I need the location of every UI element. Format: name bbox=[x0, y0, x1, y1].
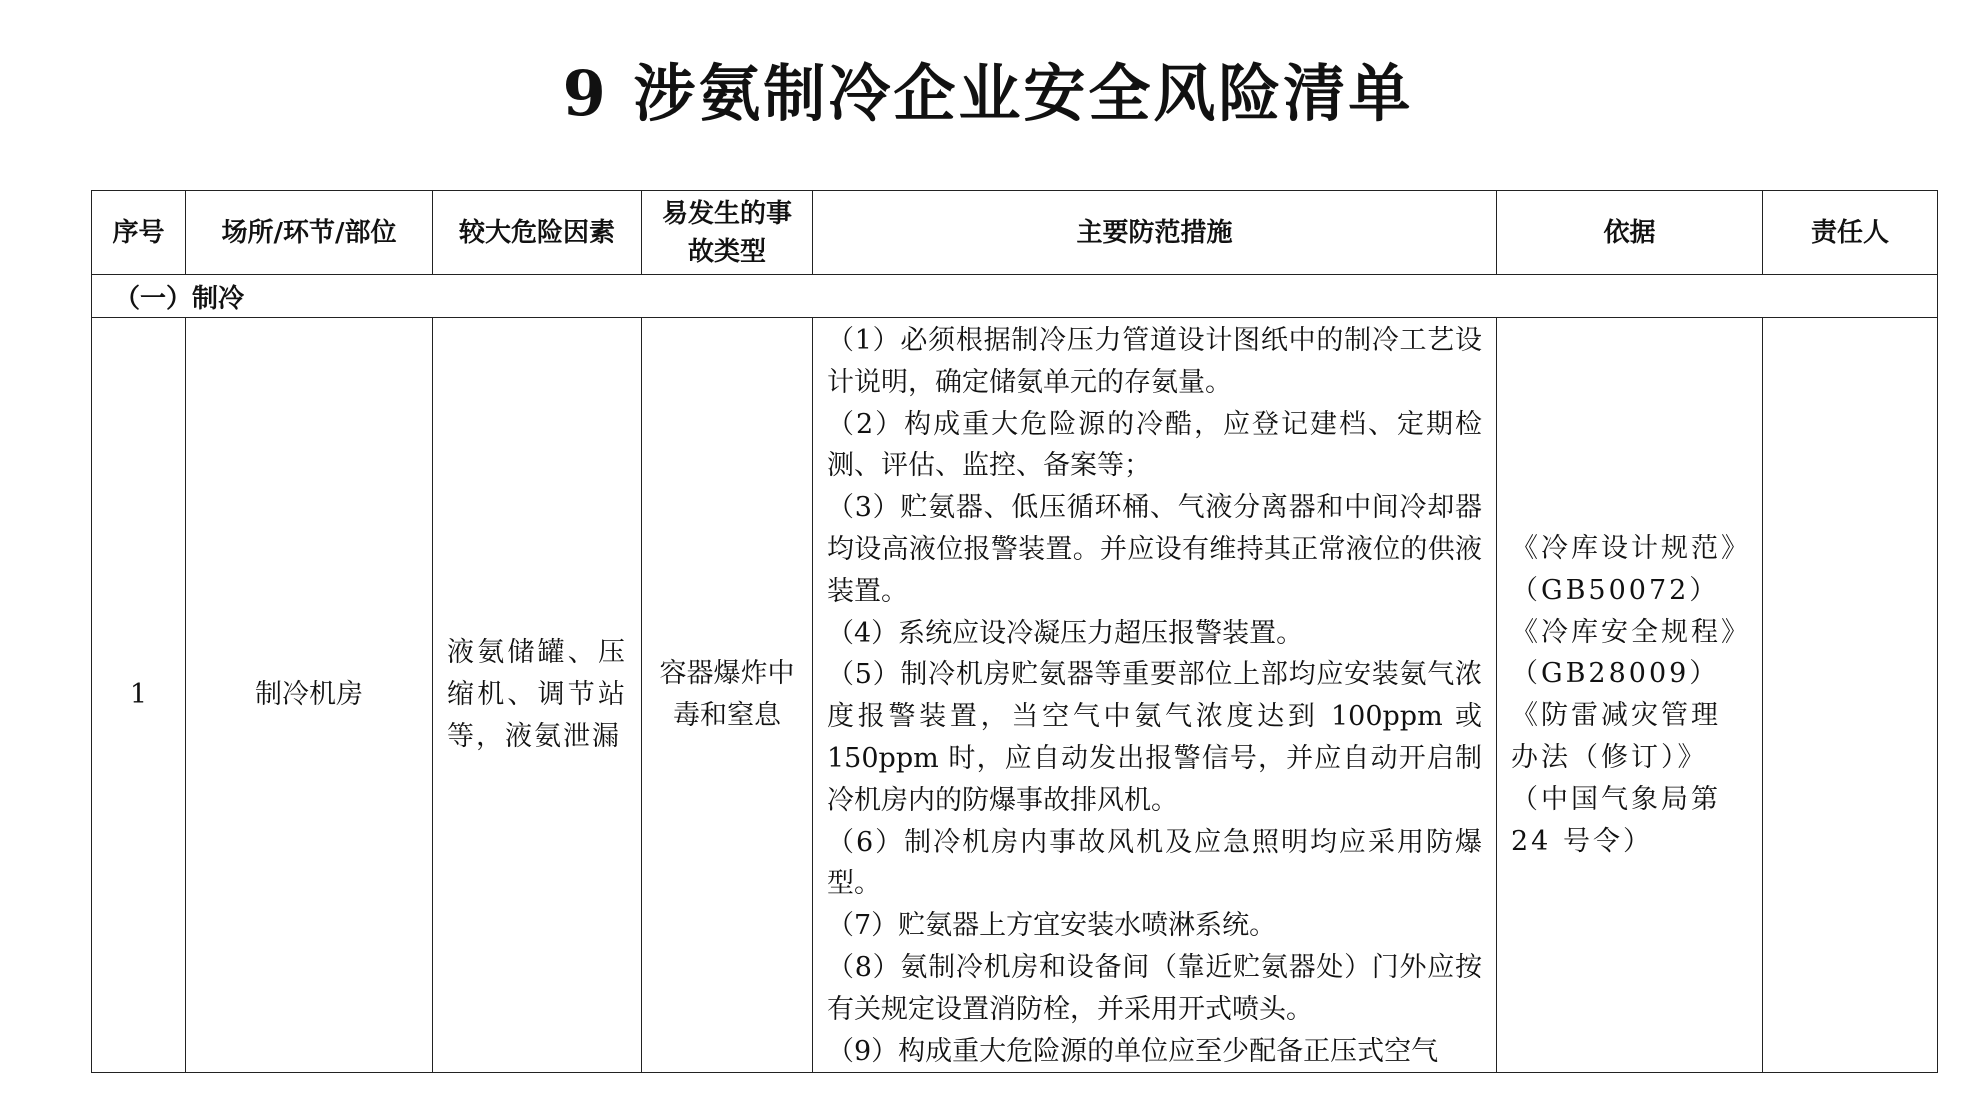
cell-no: 1 bbox=[92, 318, 186, 1073]
cell-basis bbox=[1497, 318, 1763, 1073]
risk-table bbox=[91, 190, 1938, 1073]
measure-item: （2）构成重大危险源的冷酷，应登记建档、定期检测、评估、监控、备案等； bbox=[827, 408, 1482, 482]
measure-item: （8）氨制冷机房和设备间（靠近贮氨器处）门外应按有关规定设置消防栓，并采用开式喷头。 bbox=[827, 951, 1482, 1025]
basis-item: 《冷库安全规程》（GB28009） bbox=[1511, 616, 1738, 690]
measure-item: （7）贮氨器上方宜安装水喷淋系统。 bbox=[827, 910, 1277, 942]
header-accident: 易发生的事故类型 bbox=[642, 191, 813, 275]
measure-item: （5）制冷机房贮氨器等重要部位上部均应安装氨气浓度报警装置，当空气中氨气浓度达到 100ppm 或 150ppm 时，应自动发出报警信号，并应自动开启制冷机房内的防爆事故排风机。 bbox=[827, 659, 1482, 816]
header-hazard: 较大危险因素 bbox=[433, 191, 642, 275]
measure-item: （3）贮氨器、低压循环桶、气液分离器和中间冷却器均设高液位报警装置。并应设有维持其正常液位的供液装置。 bbox=[827, 492, 1482, 607]
accident-text: 容器爆炸中毒和窒息 bbox=[659, 658, 795, 732]
section-row bbox=[92, 275, 1938, 318]
measure-item: （9）构成重大危险源的单位应至少配备正压式空气 bbox=[827, 1035, 1439, 1067]
basis-item: 《防雷减灾管理办法（修订）》（中国气象局第 24 号令） bbox=[1511, 700, 1721, 857]
header-place: 场所/环节/部位 bbox=[186, 191, 433, 275]
header-row bbox=[92, 191, 1938, 275]
cell-place: 制冷机房 bbox=[186, 318, 433, 1073]
measure-item: （6）制冷机房内事故风机及应急照明均应采用防爆型。 bbox=[827, 826, 1482, 900]
header-no: 序号 bbox=[92, 191, 186, 275]
header-basis: 依据 bbox=[1497, 191, 1763, 275]
cell-measures bbox=[813, 318, 1497, 1073]
measure-item: （1）必须根据制冷压力管道设计图纸中的制冷工艺设计说明，确定储氨单元的存氨量。 bbox=[827, 325, 1482, 398]
basis-item: 《冷库设计规范》（GB50072） bbox=[1511, 532, 1738, 606]
measure-item: （4）系统应设冷凝压力超压报警装置。 bbox=[827, 617, 1304, 649]
cell-owner bbox=[1763, 318, 1938, 1073]
page-title: 9 涉氨制冷企业安全风险清单 bbox=[562, 57, 1414, 130]
header-owner: 责任人 bbox=[1763, 191, 1938, 275]
cell-accident bbox=[642, 318, 813, 1073]
cell-hazard: 液氨储罐、压缩机、调节站等，液氨泄漏 bbox=[433, 318, 642, 1073]
header-measures: 主要防范措施 bbox=[813, 191, 1497, 275]
table-row bbox=[92, 318, 1938, 1073]
section-label: （一）制冷 bbox=[92, 275, 1938, 318]
